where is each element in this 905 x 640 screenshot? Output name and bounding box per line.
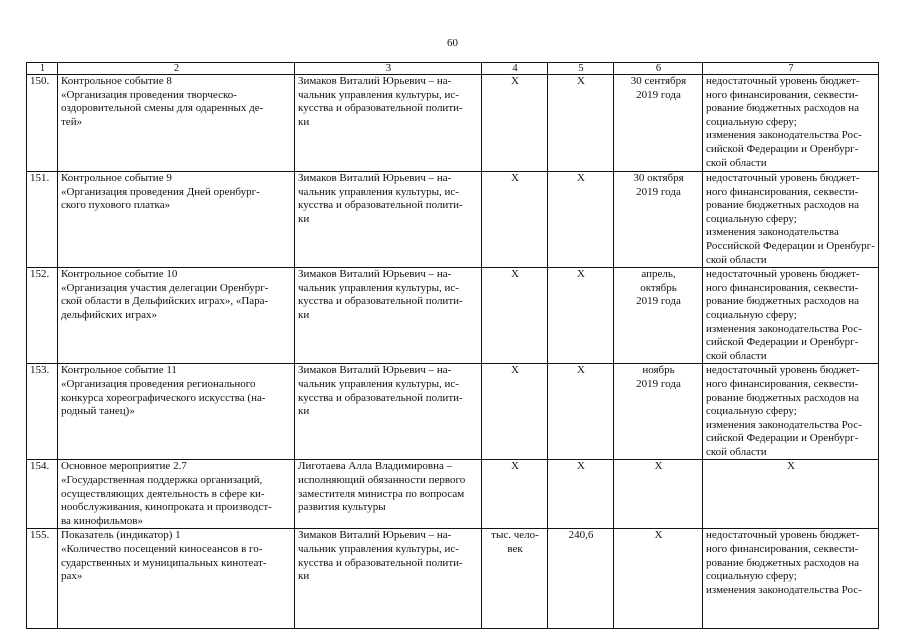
- page-number: 60: [447, 37, 458, 49]
- document-table: [26, 62, 879, 629]
- table-row: [27, 460, 879, 529]
- col4-cell: тыс. чело- век: [482, 529, 548, 629]
- table-row: [27, 172, 879, 268]
- column-header: 2: [58, 63, 295, 75]
- risks-cell: Х: [703, 460, 879, 529]
- date-cell: Х: [614, 460, 703, 529]
- date-cell: 30 сентября 2019 года: [614, 75, 703, 172]
- col5-cell: Х: [548, 460, 614, 529]
- row-number: 155.: [27, 529, 58, 629]
- responsible-cell: Зимаков Виталий Юрьевич – на- чальник управления культуры, ис- кусства и образовательной полити- ки: [295, 268, 482, 364]
- col4-cell: Х: [482, 172, 548, 268]
- date-cell: ноябрь 2019 года: [614, 364, 703, 460]
- row-number: 154.: [27, 460, 58, 529]
- date-cell: апрель, октябрь 2019 года: [614, 268, 703, 364]
- responsible-cell: Зимаков Виталий Юрьевич – на- чальник управления культуры, ис- кусства и образовательной полити- ки: [295, 529, 482, 629]
- column-header: 6: [614, 63, 703, 75]
- date-cell: 30 октября 2019 года: [614, 172, 703, 268]
- responsible-cell: Лиготаева Алла Владимировна – исполняющий обязанности первого заместителя министра по вопросам развития культуры: [295, 460, 482, 529]
- column-header: 5: [548, 63, 614, 75]
- column-header: 3: [295, 63, 482, 75]
- row-number: 151.: [27, 172, 58, 268]
- risks-cell: недостаточный уровень бюджет- ного финансирования, секвести- рование бюджетных расходов на социальную сферу; изменения законодательства Российской Федерации и Оренбург- ской области: [703, 172, 879, 268]
- event-cell: Контрольное событие 9 «Организация проведения Дней оренбург- ского пухового платка»: [58, 172, 295, 268]
- risks-cell: недостаточный уровень бюджет- ного финансирования, секвести- рование бюджетных расходов на социальную сферу; изменения законодательства Рос- сийской Федерации и Оренбург- ской области: [703, 75, 879, 172]
- row-number: 150.: [27, 75, 58, 172]
- col4-cell: Х: [482, 268, 548, 364]
- table-row: [27, 364, 879, 460]
- col5-cell: Х: [548, 268, 614, 364]
- risks-cell: недостаточный уровень бюджет- ного финансирования, секвести- рование бюджетных расходов на социальную сферу; изменения законодательства Рос-: [703, 529, 879, 629]
- table-row: [27, 529, 879, 629]
- col5-cell: 240,6: [548, 529, 614, 629]
- row-number: 152.: [27, 268, 58, 364]
- event-cell: Контрольное событие 8 «Организация проведения творческо- оздоровительной смены для одаренных де- тей»: [58, 75, 295, 172]
- column-number-row: [27, 63, 879, 75]
- column-header: 4: [482, 63, 548, 75]
- responsible-cell: Зимаков Виталий Юрьевич – на- чальник управления культуры, ис- кусства и образовательной полити- ки: [295, 75, 482, 172]
- event-cell: Контрольное событие 10 «Организация участия делегации Оренбург- ской области в Дельфийских играх», «Пара- дельфийских играх»: [58, 268, 295, 364]
- risks-cell: недостаточный уровень бюджет- ного финансирования, секвести- рование бюджетных расходов на социальную сферу; изменения законодательства Рос- сийской Федерации и Оренбург- ской области: [703, 268, 879, 364]
- col4-cell: Х: [482, 364, 548, 460]
- col4-cell: Х: [482, 460, 548, 529]
- column-header: 1: [27, 63, 58, 75]
- row-number: 153.: [27, 364, 58, 460]
- responsible-cell: Зимаков Виталий Юрьевич – на- чальник управления культуры, ис- кусства и образовательной полити- ки: [295, 364, 482, 460]
- event-cell: Показатель (индикатор) 1 «Количество посещений киносеансов в го- сударственных и муниципальных кинотеат- рах»: [58, 529, 295, 629]
- col5-cell: Х: [548, 172, 614, 268]
- col4-cell: Х: [482, 75, 548, 172]
- responsible-cell: Зимаков Виталий Юрьевич – на- чальник управления культуры, ис- кусства и образовательной полити- ки: [295, 172, 482, 268]
- table-row: [27, 268, 879, 364]
- event-cell: Основное мероприятие 2.7 «Государственная поддержка организаций, осуществляющих деятельность в сфере ки- нообслуживания, кинопроката и производст- ва кинофильмов»: [58, 460, 295, 529]
- risks-cell: недостаточный уровень бюджет- ного финансирования, секвести- рование бюджетных расходов на социальную сферу; изменения законодательства Рос- сийской Федерации и Оренбург- ской области: [703, 364, 879, 460]
- column-header: 7: [703, 63, 879, 75]
- table-row: [27, 75, 879, 172]
- event-cell: Контрольное событие 11 «Организация проведения регионального конкурса хореографического искусства (на- родный танец)»: [58, 364, 295, 460]
- col5-cell: Х: [548, 75, 614, 172]
- date-cell: Х: [614, 529, 703, 629]
- col5-cell: Х: [548, 364, 614, 460]
